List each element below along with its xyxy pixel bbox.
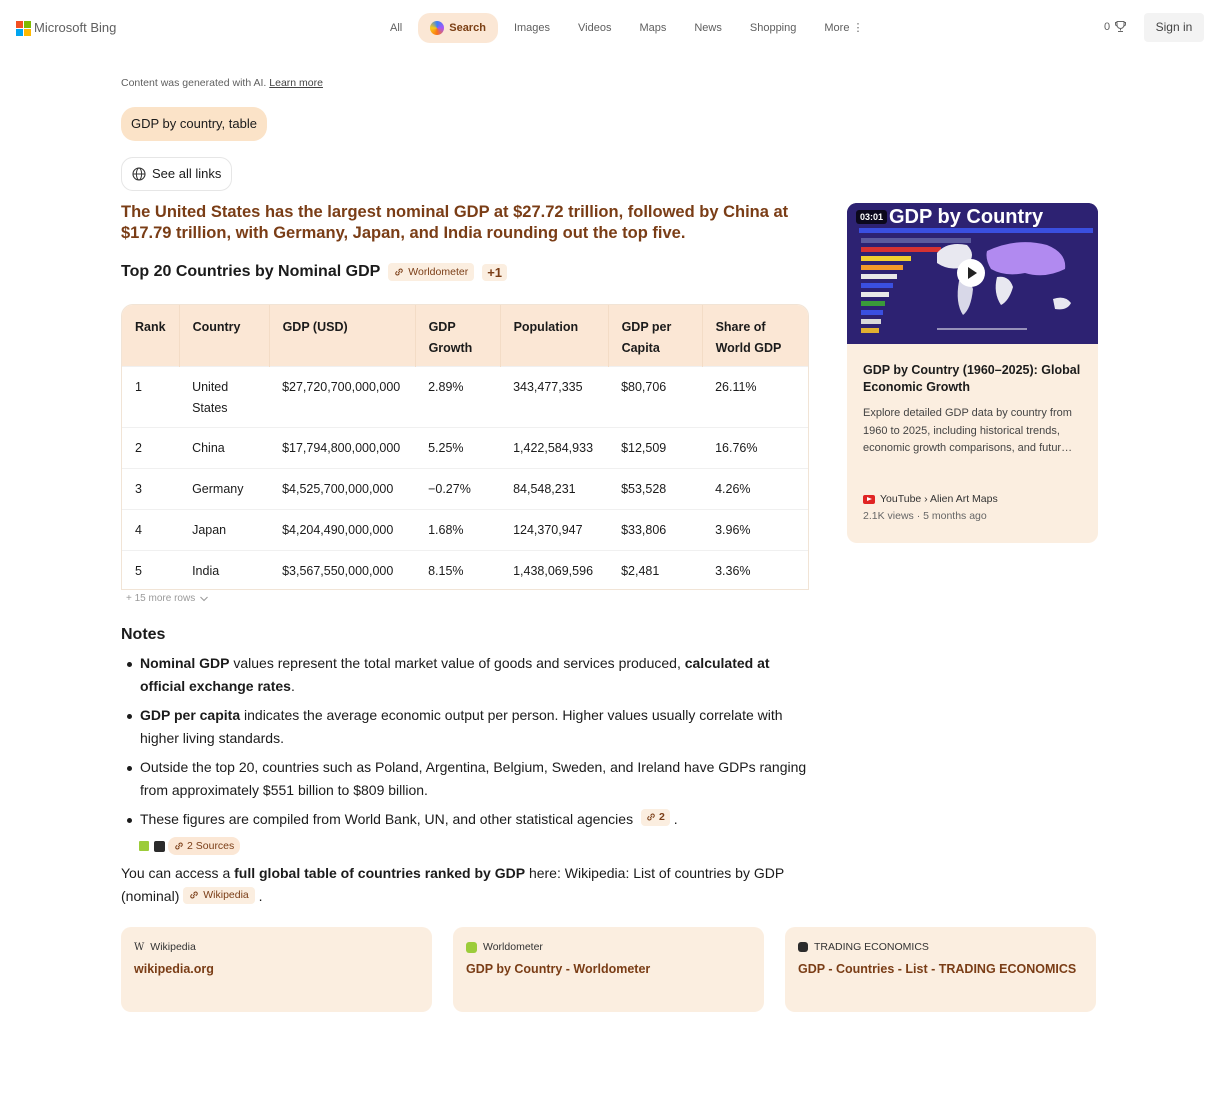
sources-chip-label: 2 Sources xyxy=(187,840,235,852)
sources-chip[interactable] xyxy=(168,837,240,855)
see-all-links-label: See all links xyxy=(152,166,222,181)
note-bold: calculated at official exchange rates xyxy=(140,655,770,694)
thumbnail-title: GDP by Country xyxy=(889,206,1044,228)
cell-gdp-per-capita: $33,806 xyxy=(608,509,702,550)
wikipedia-w-icon: W xyxy=(134,941,145,953)
link-icon xyxy=(394,267,404,277)
list-item xyxy=(127,808,817,831)
nav-videos[interactable]: Videos xyxy=(578,22,612,34)
list-item xyxy=(127,652,817,698)
nav-search-label: Search xyxy=(449,22,486,34)
note-text: Outside the top 20, countries such as Poland, Argentina, Belgium, Sweden, and Ireland have GDPs ranging from approximately $551 billion to $809 billion. xyxy=(140,759,807,798)
table-section-title xyxy=(121,263,507,281)
learn-more-link[interactable]: Learn more xyxy=(269,77,323,89)
link-icon xyxy=(174,841,184,851)
nav-search[interactable] xyxy=(418,13,498,43)
cell-country: Japan xyxy=(179,509,269,550)
table-row xyxy=(122,468,808,509)
source-site-name: TRADING ECONOMICS xyxy=(814,941,929,953)
video-meta: 2.1K views · 5 months ago xyxy=(863,510,987,522)
answer-headline: The United States has the largest nominal GDP at $27.72 trillion, followed by China at $17.79 trillion, with Germany, Japan, and India rounding out the top five. xyxy=(121,203,789,242)
sources-row xyxy=(137,837,240,855)
cell-share: 3.96% xyxy=(702,509,808,550)
nav-images[interactable]: Images xyxy=(513,22,551,34)
access-bold: full global table of countries ranked by GDP xyxy=(234,865,526,881)
source-site-name: Worldometer xyxy=(483,941,543,953)
cell-gdp-per-capita: $12,509 xyxy=(608,427,702,468)
cell-share: 4.26% xyxy=(702,468,808,509)
note-text: . xyxy=(290,678,295,694)
col-header-share: Share of World GDP xyxy=(702,305,808,366)
search-scope-nav xyxy=(376,13,878,43)
sign-in-button[interactable]: Sign in xyxy=(1144,13,1204,42)
source-title: GDP - Countries - List - TRADING ECONOMICS xyxy=(798,962,1077,976)
col-header-rank: Rank xyxy=(122,305,179,366)
citation-label: Worldometer xyxy=(408,266,469,278)
access-paragraph xyxy=(121,862,811,908)
globe-icon xyxy=(132,167,146,181)
cell-share: 16.76% xyxy=(702,427,808,468)
list-item xyxy=(127,704,817,750)
more-rows-label: + 15 more rows xyxy=(126,593,196,604)
citation-count-chip[interactable] xyxy=(641,809,670,826)
logo-text: Microsoft Bing xyxy=(34,20,117,35)
source-site xyxy=(134,941,419,953)
source-site xyxy=(798,941,1083,953)
table-row xyxy=(122,366,808,427)
cell-country: India xyxy=(179,550,269,590)
note-bold: Nominal GDP xyxy=(140,655,230,671)
video-description: Explore detailed GDP data by country from 1960 to 2025, including historical trends, economic growth comparisons, and futur… xyxy=(863,407,1073,454)
source-card-wikipedia[interactable] xyxy=(121,927,432,1012)
cell-gdp-per-capita: $80,706 xyxy=(608,366,702,427)
see-all-links-button[interactable] xyxy=(121,157,232,191)
link-icon xyxy=(646,812,656,822)
cell-rank: 4 xyxy=(122,509,179,550)
expand-more-rows[interactable] xyxy=(126,593,209,604)
citation-count: 2 xyxy=(658,810,665,823)
cell-growth: 8.15% xyxy=(415,550,500,590)
nav-maps[interactable]: Maps xyxy=(639,22,667,34)
cell-growth: 1.68% xyxy=(415,509,500,550)
nav-news[interactable]: News xyxy=(694,22,722,34)
cell-gdp: $4,525,700,000,000 xyxy=(269,468,415,509)
citation-label: Wikipedia xyxy=(203,888,249,901)
table-header-row xyxy=(122,305,808,366)
cell-gdp: $3,567,550,000,000 xyxy=(269,550,415,590)
video-title: GDP by Country (1960–2025): Global Economic Growth xyxy=(863,363,1081,394)
query-pill[interactable]: GDP by country, table xyxy=(121,107,267,141)
cell-growth: −0.27% xyxy=(415,468,500,509)
nav-shopping[interactable]: Shopping xyxy=(749,22,797,34)
cell-population: 343,477,335 xyxy=(500,366,608,427)
cell-country: China xyxy=(179,427,269,468)
cell-gdp-per-capita: $53,528 xyxy=(608,468,702,509)
more-citations-chip[interactable]: +1 xyxy=(482,264,507,281)
table-row xyxy=(122,427,808,468)
cell-rank: 2 xyxy=(122,427,179,468)
cell-population: 84,548,231 xyxy=(500,468,608,509)
link-icon xyxy=(189,890,199,900)
rewards-button[interactable] xyxy=(1104,20,1127,33)
nav-more[interactable]: More ⋮ xyxy=(824,22,864,34)
video-source xyxy=(863,493,998,505)
cell-country: Germany xyxy=(179,468,269,509)
video-duration: 03:01 xyxy=(856,210,887,224)
cell-population: 1,438,069,596 xyxy=(500,550,608,590)
video-card[interactable] xyxy=(847,203,1098,543)
play-icon[interactable] xyxy=(957,259,985,287)
rewards-trophy-icon xyxy=(1114,20,1127,33)
rewards-count: 0 xyxy=(1104,20,1111,33)
source-title: wikipedia.org xyxy=(134,962,214,976)
citation-chip-wikipedia[interactable] xyxy=(183,887,255,904)
col-header-growth: GDP Growth xyxy=(415,305,500,366)
col-header-gdp: GDP (USD) xyxy=(269,305,415,366)
table-title-text: Top 20 Countries by Nominal GDP xyxy=(121,263,381,280)
citation-chip-worldometer[interactable] xyxy=(388,263,474,281)
table-row xyxy=(122,550,808,590)
trading-economics-favicon-icon xyxy=(154,841,165,852)
microsoft-logo-icon xyxy=(16,21,30,35)
source-site xyxy=(466,941,751,953)
cell-gdp: $27,720,700,000,000 xyxy=(269,366,415,427)
source-card-trading-economics[interactable] xyxy=(785,927,1096,1012)
cell-share: 3.36% xyxy=(702,550,808,590)
cell-gdp: $17,794,800,000,000 xyxy=(269,427,415,468)
note-text: indicates the average economic output per person. Higher values usually correlate with higher living standards. xyxy=(140,707,783,746)
cell-population: 124,370,947 xyxy=(500,509,608,550)
ai-disclaimer xyxy=(121,77,323,89)
col-header-country: Country xyxy=(179,305,269,366)
notes-list xyxy=(127,652,817,837)
cell-growth: 5.25% xyxy=(415,427,500,468)
bing-logo[interactable] xyxy=(16,20,116,35)
source-site-name: Wikipedia xyxy=(150,941,196,953)
access-text: You can access a xyxy=(121,865,235,881)
trading-economics-favicon-icon xyxy=(798,942,808,952)
note-text: . xyxy=(673,811,678,827)
worldometer-favicon-icon xyxy=(466,942,477,953)
note-text: These figures are compiled from World Bank, UN, and other statistical agencies xyxy=(140,811,634,827)
ai-disclaimer-text: Content was generated with AI. xyxy=(121,77,267,89)
cell-share: 26.11% xyxy=(702,366,808,427)
table-row xyxy=(122,509,808,550)
gdp-table xyxy=(121,304,809,590)
worldometer-favicon-icon xyxy=(137,839,151,853)
copilot-icon xyxy=(430,21,444,35)
chevron-down-icon xyxy=(199,595,209,603)
cell-growth: 2.89% xyxy=(415,366,500,427)
cell-country: United States xyxy=(179,366,269,427)
notes-title: Notes xyxy=(121,626,166,643)
source-title: GDP by Country - Worldometer xyxy=(466,962,651,976)
video-source-text: YouTube › Alien Art Maps xyxy=(880,493,998,505)
col-header-gdp-per-capita: GDP per Capita xyxy=(608,305,702,366)
source-card-worldometer[interactable] xyxy=(453,927,764,1012)
nav-all[interactable]: All xyxy=(390,22,403,34)
list-item xyxy=(127,756,817,802)
col-header-population: Population xyxy=(500,305,608,366)
video-thumbnail[interactable] xyxy=(847,203,1098,344)
access-text: . xyxy=(258,888,263,904)
cell-rank: 3 xyxy=(122,468,179,509)
youtube-icon xyxy=(863,495,875,504)
cell-gdp: $4,204,490,000,000 xyxy=(269,509,415,550)
note-text: values represent the total market value of goods and services produced, xyxy=(229,655,685,671)
note-bold: GDP per capita xyxy=(140,707,241,723)
cell-rank: 1 xyxy=(122,366,179,427)
cell-gdp-per-capita: $2,481 xyxy=(608,550,702,590)
cell-population: 1,422,584,933 xyxy=(500,427,608,468)
access-text: here: Wikipedia: List of countries by GDP (nominal) xyxy=(121,865,784,904)
cell-rank: 5 xyxy=(122,550,179,590)
top-header xyxy=(0,0,1214,56)
